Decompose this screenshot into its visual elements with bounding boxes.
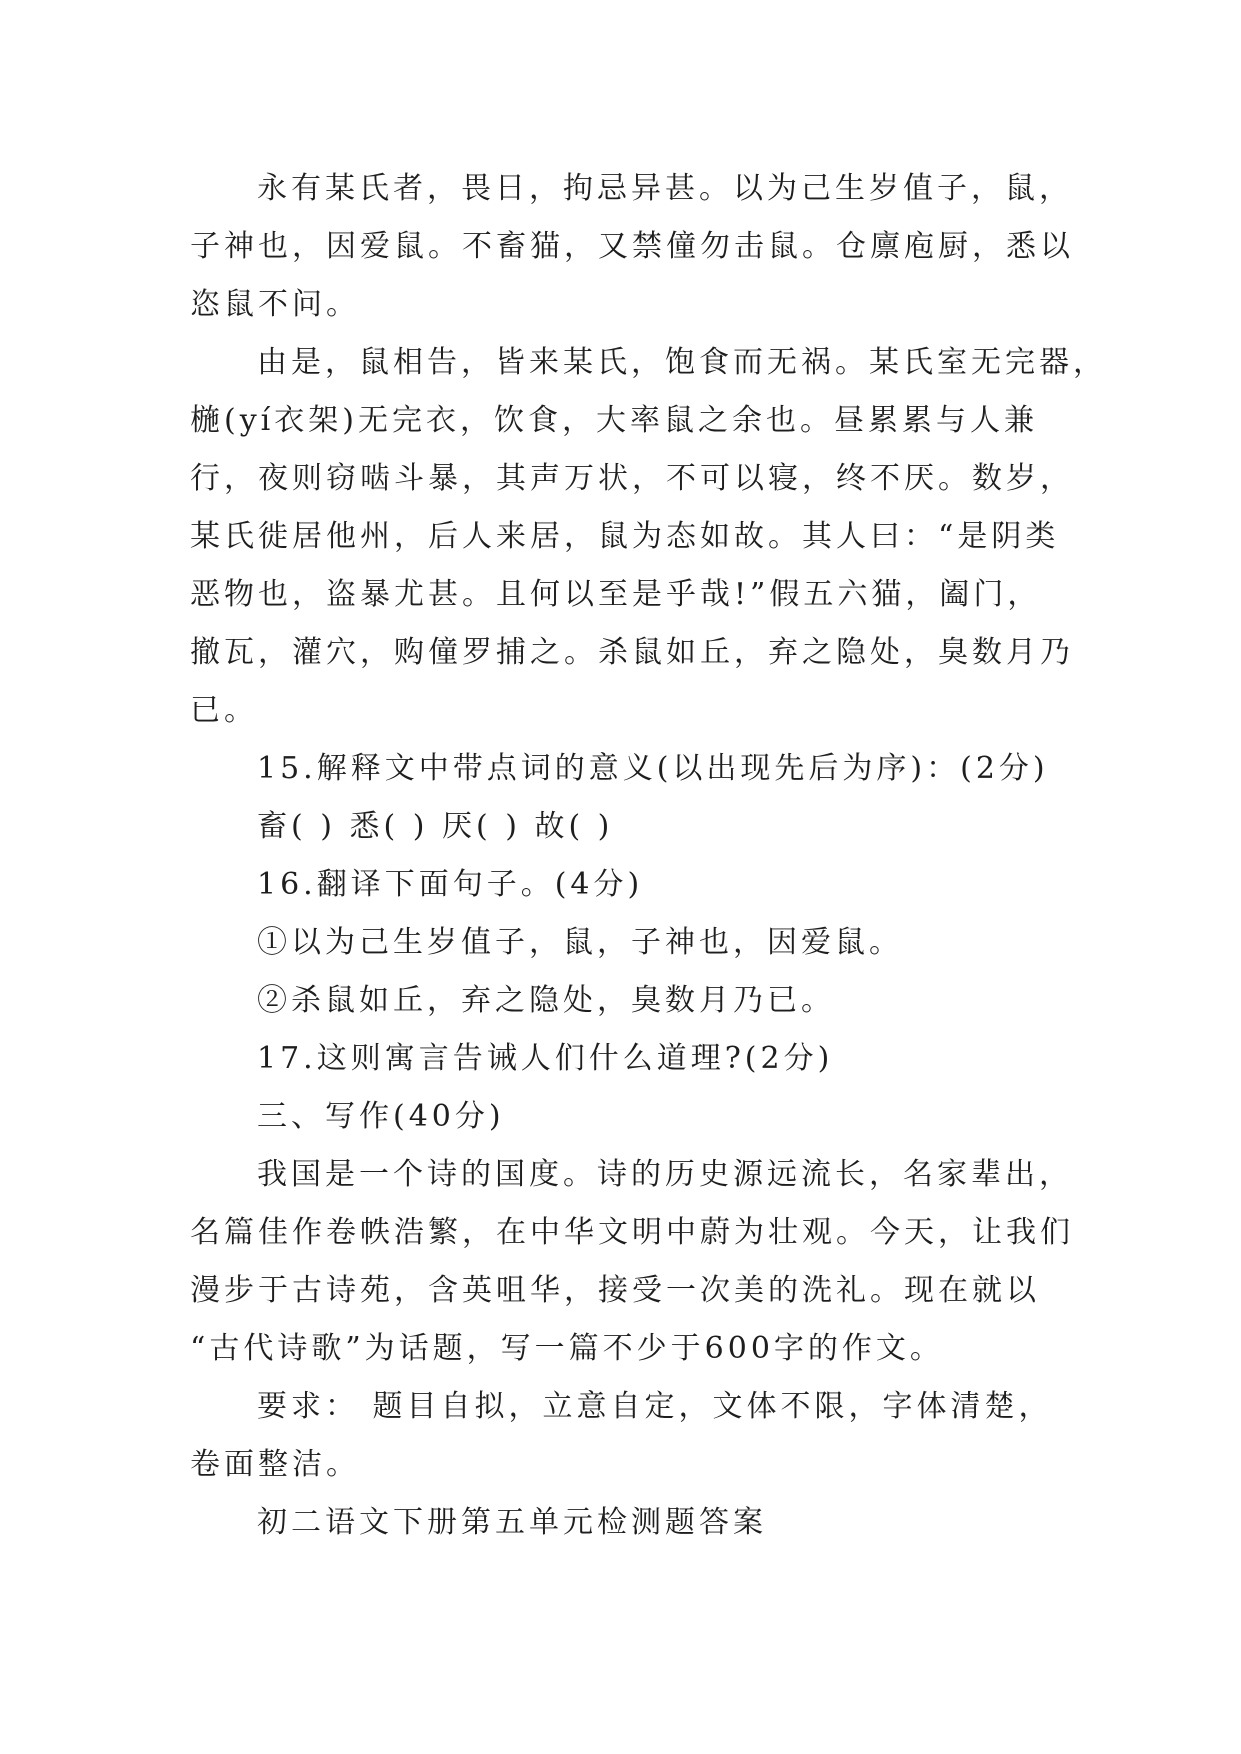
question-15-blanks: 畜( ) 悉( ) 厌( ) 故( ) [257,809,614,844]
writing-prompt-line: 我国是一个诗的国度。诗的历史源远流长，名家辈出， [257,1157,1073,1192]
writing-prompt-line: 漫步于古诗苑，含英咀华，接受一次美的洗礼。现在就以 [190,1273,1040,1308]
question-16: 16.翻译下面句子。(4分) [257,867,644,902]
passage-line: 恶物也，盗暴尤甚。且何以至是乎哉!”假五六猫，阖门， [190,577,1042,612]
writing-requirements-line: 卷面整洁。 [190,1447,360,1482]
question-16-item-1: ①以为己生岁值子，鼠，子神也，因爱鼠。 [257,925,903,960]
writing-requirements-line: 要求： 题目自拟，立意自定，文体不限，字体清楚， [257,1389,1053,1424]
passage-line: 永有某氏者，畏日，拘忌异甚。以为己生岁值子，鼠， [257,171,1073,206]
writing-prompt-line: 名篇佳作卷帙浩繁，在中华文明中蔚为壮观。今天，让我们 [190,1215,1074,1250]
section-heading-writing: 三、写作(40分) [257,1099,505,1134]
writing-prompt-line: “古代诗歌”为话题，写一篇不少于600字的作文。 [190,1331,944,1366]
answer-key-heading: 初二语文下册第五单元检测题答案 [257,1505,767,1540]
question-15: 15.解释文中带点词的意义(以出现先后为序)：(2分) [257,751,1049,786]
passage-line: 椸(yí衣架)无完衣，饮食，大率鼠之余也。昼累累与人兼 [190,403,1038,438]
passage-line: 子神也，因爱鼠。不畜猫，又禁僮勿击鼠。仓廪庖厨，悉以 [190,229,1074,264]
passage-line: 已。 [190,693,258,728]
passage-line: 恣鼠不问。 [190,287,360,322]
passage-line: 某氏徙居他州，后人来居，鼠为态如故。其人曰：“是阴类 [190,519,1060,554]
question-17: 17.这则寓言告诫人们什么道理?(2分) [257,1041,834,1076]
passage-line: 行，夜则窃啮斗暴，其声万状，不可以寝，终不厌。数岁， [190,461,1074,496]
question-16-item-2: ②杀鼠如丘，弃之隐处，臭数月乃已。 [257,983,835,1018]
document-body [190,160,1107,1552]
passage-line: 由是，鼠相告，皆来某氏，饱食而无祸。某氏室无完器， [257,345,1107,380]
passage-line: 撤瓦，灌穴，购僮罗捕之。杀鼠如丘，弃之隐处，臭数月乃 [190,635,1074,670]
